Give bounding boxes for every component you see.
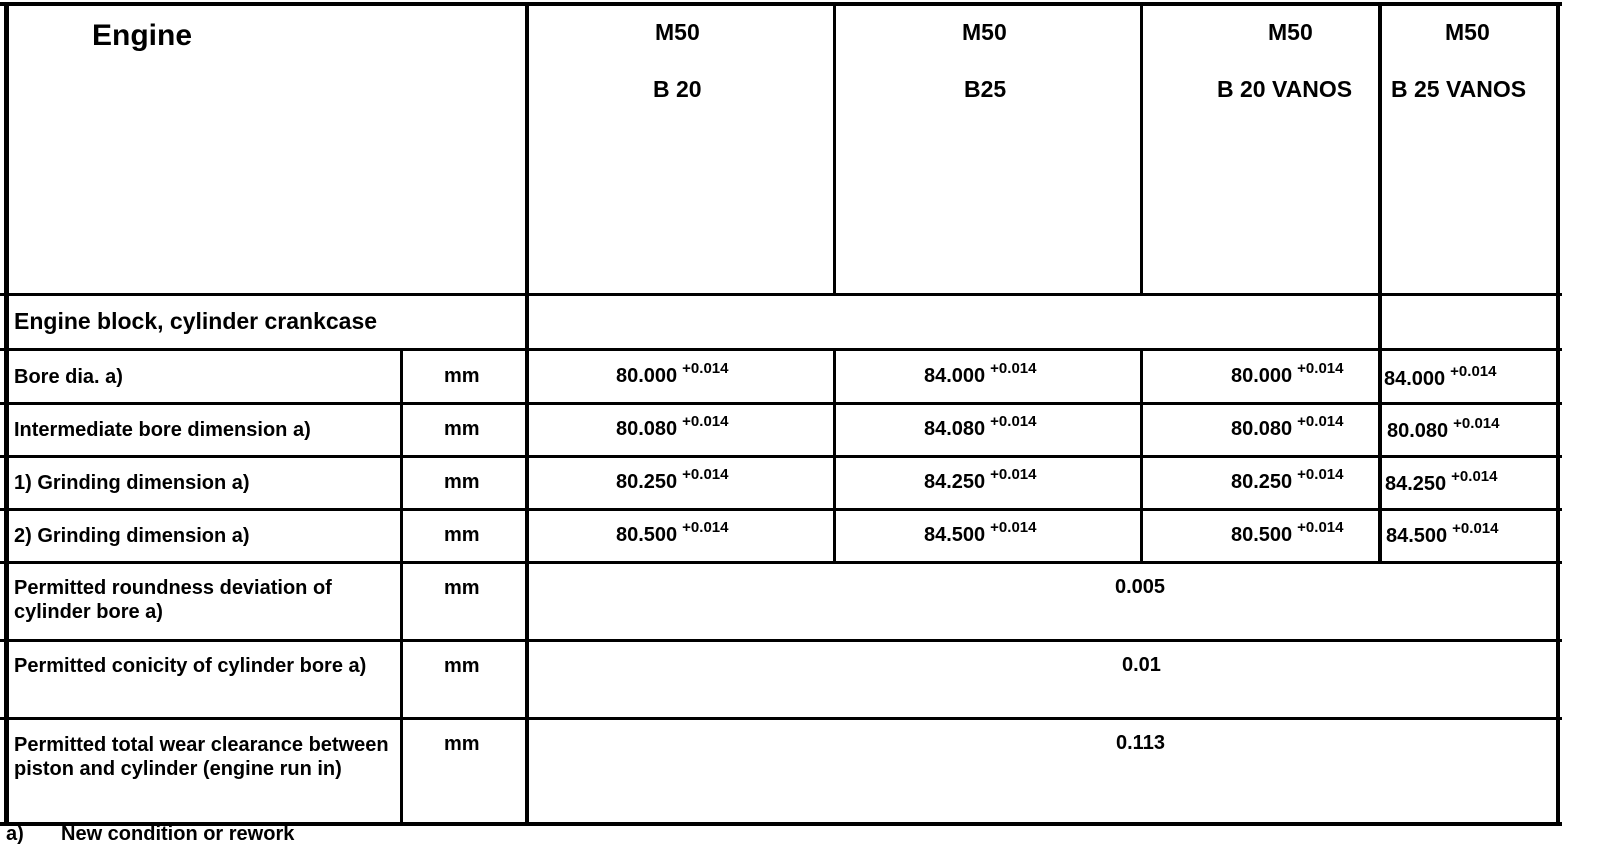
value-tolerance: +0.014 [990, 466, 1037, 483]
label-unit-divider [400, 348, 403, 826]
section-title: Engine block, cylinder crankcase [14, 308, 378, 334]
row-unit: mm [444, 577, 480, 599]
value-nominal: 84.250 [924, 471, 986, 493]
row-divider [0, 561, 1562, 564]
section-divider [0, 348, 1562, 351]
value-tolerance: +0.014 [682, 413, 729, 430]
col-engine-variant: B 25 VANOS [1391, 76, 1527, 102]
col-divider-b20v-b25v [1378, 2, 1382, 564]
col-divider-b25-b20v [1140, 348, 1143, 564]
value-nominal: 80.000 [616, 365, 678, 387]
cell-value [1384, 363, 1497, 391]
col-divider-b20-b25 [833, 348, 836, 564]
cell-value [924, 519, 1037, 547]
row-unit: mm [444, 733, 480, 755]
cell-value [1386, 520, 1499, 548]
merged-value: 0.01 [1122, 654, 1161, 676]
row-divider [0, 508, 1562, 511]
header-divider [0, 293, 1562, 296]
table-border-left [4, 2, 9, 826]
col-divider-b25-b20v [1140, 2, 1143, 294]
cell-value [924, 466, 1037, 494]
row-label: Permitted total wear clearance between piston and cylinder (engine run in) [14, 734, 389, 780]
value-tolerance: +0.014 [1452, 520, 1499, 537]
cell-value [1385, 468, 1498, 496]
col-engine-variant: B 20 [653, 76, 702, 102]
col-engine-model: M50 [962, 19, 1007, 45]
unit-value-divider [525, 2, 529, 826]
cell-value [1231, 519, 1344, 547]
value-nominal: 84.000 [1384, 368, 1446, 390]
row-unit: mm [444, 524, 480, 546]
value-tolerance: +0.014 [1297, 519, 1344, 536]
footnote-text: New condition or rework [61, 823, 295, 845]
cell-value [924, 360, 1037, 388]
cell-value [616, 519, 729, 547]
value-tolerance: +0.014 [1297, 360, 1344, 377]
row-divider [0, 402, 1562, 405]
value-nominal: 80.080 [616, 418, 678, 440]
row-unit: mm [444, 365, 480, 387]
value-nominal: 84.000 [924, 365, 986, 387]
col-engine-model: M50 [1445, 19, 1490, 45]
row-label: 2) Grinding dimension a) [14, 525, 250, 547]
value-nominal: 84.500 [924, 524, 986, 546]
row-divider [0, 455, 1562, 458]
value-nominal: 84.250 [1385, 473, 1447, 495]
cell-value [1231, 413, 1344, 441]
cell-value [1387, 415, 1500, 443]
merged-value: 0.113 [1116, 732, 1165, 754]
value-tolerance: +0.014 [990, 413, 1037, 430]
value-nominal: 80.250 [616, 471, 678, 493]
value-tolerance: +0.014 [1450, 363, 1497, 380]
row-label: 1) Grinding dimension a) [14, 472, 250, 494]
row-label: Permitted conicity of cylinder bore a) [14, 655, 367, 677]
row-divider [0, 639, 1562, 642]
engine-heading: Engine [92, 19, 193, 52]
footnote-marker: a) [6, 823, 24, 845]
value-nominal: 80.080 [1231, 418, 1293, 440]
row-label: Bore dia. a) [14, 366, 123, 388]
col-divider-b20-b25 [833, 2, 836, 294]
col-engine-model: M50 [1268, 19, 1313, 45]
value-tolerance: +0.014 [1451, 468, 1498, 485]
cell-value [616, 466, 729, 494]
table-border-right [1556, 2, 1560, 826]
row-unit: mm [444, 655, 480, 677]
row-divider [0, 717, 1562, 720]
row-unit: mm [444, 418, 480, 440]
cell-value [1231, 466, 1344, 494]
value-nominal: 80.500 [1231, 524, 1293, 546]
value-tolerance: +0.014 [682, 519, 729, 536]
value-tolerance: +0.014 [682, 466, 729, 483]
value-tolerance: +0.014 [682, 360, 729, 377]
value-nominal: 80.500 [616, 524, 678, 546]
cell-value [924, 413, 1037, 441]
value-nominal: 84.080 [924, 418, 986, 440]
value-nominal: 84.500 [1386, 525, 1448, 547]
row-unit: mm [444, 471, 480, 493]
value-tolerance: +0.014 [990, 519, 1037, 536]
col-engine-variant: B 20 VANOS [1217, 76, 1353, 102]
cell-value [616, 360, 729, 388]
value-tolerance: +0.014 [990, 360, 1037, 377]
value-nominal: 80.250 [1231, 471, 1293, 493]
value-tolerance: +0.014 [1297, 413, 1344, 430]
value-nominal: 80.080 [1387, 420, 1449, 442]
table-border-top [0, 2, 1562, 6]
col-engine-model: M50 [655, 19, 700, 45]
merged-value: 0.005 [1115, 576, 1166, 598]
cell-value [616, 413, 729, 441]
value-nominal: 80.000 [1231, 365, 1293, 387]
row-label: Permitted roundness deviation of cylinder bore a) [14, 577, 332, 623]
value-tolerance: +0.014 [1453, 415, 1500, 432]
row-label: Intermediate bore dimension a) [14, 419, 311, 441]
col-engine-variant: B25 [964, 76, 1007, 102]
cell-value [1231, 360, 1344, 388]
value-tolerance: +0.014 [1297, 466, 1344, 483]
